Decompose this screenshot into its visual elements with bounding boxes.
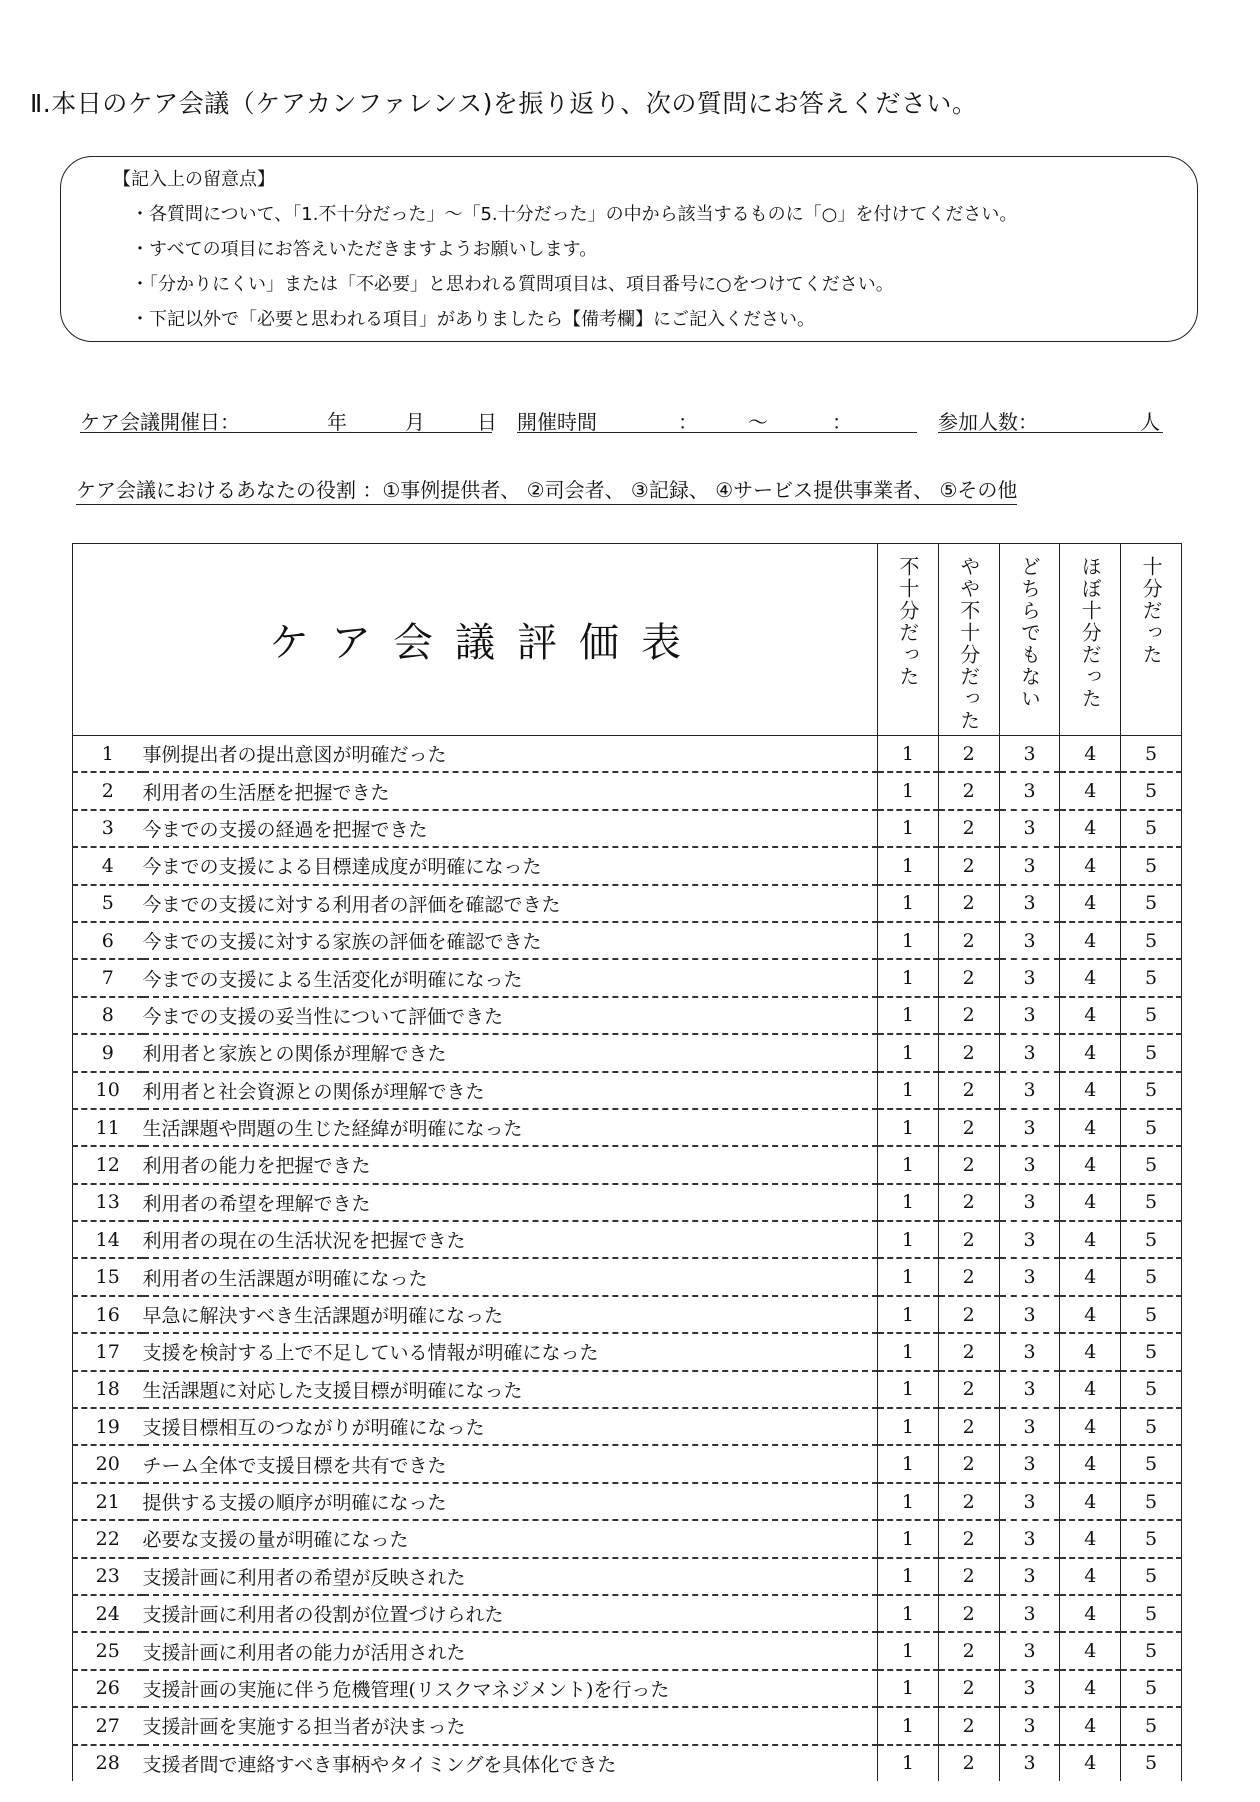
time-start-colon[interactable]: ： xyxy=(678,410,698,434)
item-number[interactable]: 8 xyxy=(73,997,143,1034)
scale-header-5: 十分だった xyxy=(1121,544,1182,736)
rating-option-4[interactable]: 4 xyxy=(1060,997,1121,1034)
table-row xyxy=(73,847,1182,884)
rating-option-5[interactable]: 5 xyxy=(1121,1520,1182,1557)
rating-option-4[interactable]: 4 xyxy=(1060,1333,1121,1370)
rating-option-2[interactable]: 2 xyxy=(938,1745,999,1781)
table-row xyxy=(73,810,1182,847)
rating-option-3[interactable]: 3 xyxy=(999,736,1060,773)
table-row xyxy=(73,1670,1182,1707)
rating-option-2[interactable]: 2 xyxy=(938,847,999,884)
rating-option-2[interactable]: 2 xyxy=(938,1558,999,1595)
item-number[interactable]: 2 xyxy=(73,772,143,809)
question-text: 利用者の希望を理解できた xyxy=(143,1184,878,1221)
section-heading: Ⅱ.本日のケア会議（ケアカンファレンス)を振り返り、次の質問にお答えください。 xyxy=(30,89,978,118)
month-label[interactable]: 月 xyxy=(405,410,425,434)
table-row xyxy=(73,1632,1182,1669)
question-text: 支援目標相互のつながりが明確になった xyxy=(143,1408,878,1445)
time-underline xyxy=(517,432,917,433)
rating-option-5[interactable]: 5 xyxy=(1121,1296,1182,1333)
rating-option-1[interactable]: 1 xyxy=(878,1483,939,1520)
rating-option-2[interactable]: 2 xyxy=(938,1408,999,1445)
item-number[interactable]: 12 xyxy=(73,1146,143,1183)
rating-option-4[interactable]: 4 xyxy=(1060,959,1121,996)
rating-option-1[interactable]: 1 xyxy=(878,1146,939,1183)
rating-option-3[interactable]: 3 xyxy=(999,1333,1060,1370)
rating-option-3[interactable]: 3 xyxy=(999,1296,1060,1333)
question-text: 利用者の能力を把握できた xyxy=(143,1146,878,1183)
table-row xyxy=(73,1445,1182,1482)
rating-option-3[interactable]: 3 xyxy=(999,772,1060,809)
rating-option-2[interactable]: 2 xyxy=(938,1670,999,1707)
notes-box xyxy=(60,156,1198,342)
participants-underline xyxy=(938,432,1163,433)
rating-option-2[interactable]: 2 xyxy=(938,1034,999,1071)
rating-option-2[interactable]: 2 xyxy=(938,1072,999,1109)
table-row xyxy=(73,885,1182,922)
rating-option-4[interactable]: 4 xyxy=(1060,1445,1121,1482)
rating-option-3[interactable]: 3 xyxy=(999,1520,1060,1557)
item-number[interactable]: 25 xyxy=(73,1632,143,1669)
note-item: ・各質問について、「1.不十分だった」～「5.十分だった」の中から該当するものに「○」を付けてください。 xyxy=(131,204,1018,225)
rating-option-4[interactable]: 4 xyxy=(1060,885,1121,922)
rating-option-3[interactable]: 3 xyxy=(999,810,1060,847)
note-item: ・「分かりにくい」または「不必要」と思われる質問項目は、項目番号に○をつけてください。 xyxy=(131,274,894,295)
rating-option-3[interactable]: 3 xyxy=(999,1558,1060,1595)
rating-option-2[interactable]: 2 xyxy=(938,1520,999,1557)
rating-option-4[interactable]: 4 xyxy=(1060,1520,1121,1557)
table-title-cell xyxy=(73,544,878,736)
rating-option-1[interactable]: 1 xyxy=(878,772,939,809)
item-number[interactable]: 7 xyxy=(73,959,143,996)
rating-option-1[interactable]: 1 xyxy=(878,1707,939,1744)
rating-option-5[interactable]: 5 xyxy=(1121,1483,1182,1520)
rating-option-5[interactable]: 5 xyxy=(1121,1072,1182,1109)
item-number[interactable]: 16 xyxy=(73,1296,143,1333)
rating-option-3[interactable]: 3 xyxy=(999,1745,1060,1781)
rating-option-2[interactable]: 2 xyxy=(938,1258,999,1295)
rating-option-2[interactable]: 2 xyxy=(938,1146,999,1183)
rating-option-2[interactable]: 2 xyxy=(938,997,999,1034)
rating-option-3[interactable]: 3 xyxy=(999,1221,1060,1258)
rating-option-5[interactable]: 5 xyxy=(1121,997,1182,1034)
rating-option-2[interactable]: 2 xyxy=(938,885,999,922)
item-number[interactable]: 3 xyxy=(73,810,143,847)
rating-option-2[interactable]: 2 xyxy=(938,736,999,773)
question-text: 今までの支援に対する家族の評価を確認できた xyxy=(143,922,878,959)
rating-option-4[interactable]: 4 xyxy=(1060,1595,1121,1632)
table-row xyxy=(73,1595,1182,1632)
rating-option-3[interactable]: 3 xyxy=(999,1408,1060,1445)
rating-option-5[interactable]: 5 xyxy=(1121,1707,1182,1744)
rating-option-1[interactable]: 1 xyxy=(878,736,939,773)
rating-option-5[interactable]: 5 xyxy=(1121,885,1182,922)
question-text: 利用者と社会資源との関係が理解できた xyxy=(143,1072,878,1109)
rating-option-5[interactable]: 5 xyxy=(1121,1371,1182,1408)
table-row xyxy=(73,1184,1182,1221)
rating-option-4[interactable]: 4 xyxy=(1060,772,1121,809)
rating-option-5[interactable]: 5 xyxy=(1121,1595,1182,1632)
rating-option-2[interactable]: 2 xyxy=(938,1109,999,1146)
rating-option-2[interactable]: 2 xyxy=(938,1221,999,1258)
rating-option-2[interactable]: 2 xyxy=(938,959,999,996)
item-number[interactable]: 20 xyxy=(73,1445,143,1482)
table-row xyxy=(73,1221,1182,1258)
rating-option-4[interactable]: 4 xyxy=(1060,1670,1121,1707)
table-row xyxy=(73,1483,1182,1520)
rating-option-5[interactable]: 5 xyxy=(1121,847,1182,884)
table-row xyxy=(73,772,1182,809)
rating-option-1[interactable]: 1 xyxy=(878,1221,939,1258)
rating-option-3[interactable]: 3 xyxy=(999,1483,1060,1520)
rating-option-4[interactable]: 4 xyxy=(1060,1632,1121,1669)
question-text: 今までの支援の経過を把握できた xyxy=(143,810,878,847)
table-row xyxy=(73,1745,1182,1781)
table-row xyxy=(73,922,1182,959)
date-underline xyxy=(80,432,492,433)
item-number[interactable]: 22 xyxy=(73,1520,143,1557)
rating-option-4[interactable]: 4 xyxy=(1060,1072,1121,1109)
evaluation-table xyxy=(72,543,1182,1781)
question-text: 事例提出者の提出意図が明確だった xyxy=(143,736,878,773)
rating-option-1[interactable]: 1 xyxy=(878,1445,939,1482)
rating-option-1[interactable]: 1 xyxy=(878,959,939,996)
rating-option-4[interactable]: 4 xyxy=(1060,1034,1121,1071)
rating-option-2[interactable]: 2 xyxy=(938,1445,999,1482)
item-number[interactable]: 11 xyxy=(73,1109,143,1146)
rating-option-4[interactable]: 4 xyxy=(1060,1745,1121,1781)
item-number[interactable]: 14 xyxy=(73,1221,143,1258)
notes-title: 【記入上の留意点】 xyxy=(113,169,275,190)
question-text: 生活課題や問題の生じた経緯が明確になった xyxy=(143,1109,878,1146)
rating-option-1[interactable]: 1 xyxy=(878,1558,939,1595)
table-row xyxy=(73,1333,1182,1370)
rating-option-5[interactable]: 5 xyxy=(1121,1184,1182,1221)
rating-option-1[interactable]: 1 xyxy=(878,1670,939,1707)
rating-option-4[interactable]: 4 xyxy=(1060,1558,1121,1595)
question-text: 利用者の生活歴を把握できた xyxy=(143,772,878,809)
rating-option-1[interactable]: 1 xyxy=(878,885,939,922)
rating-option-3[interactable]: 3 xyxy=(999,922,1060,959)
time-tilde: ～ xyxy=(748,410,768,434)
role-line xyxy=(76,474,1017,505)
rating-option-5[interactable]: 5 xyxy=(1121,1221,1182,1258)
rating-option-1[interactable]: 1 xyxy=(878,1745,939,1781)
question-text: 支援を検討する上で不足している情報が明確になった xyxy=(143,1333,878,1370)
rating-option-2[interactable]: 2 xyxy=(938,922,999,959)
table-row xyxy=(73,1034,1182,1071)
rating-option-5[interactable]: 5 xyxy=(1121,1109,1182,1146)
rating-option-1[interactable]: 1 xyxy=(878,1296,939,1333)
rating-option-1[interactable]: 1 xyxy=(878,1258,939,1295)
item-number[interactable]: 6 xyxy=(73,922,143,959)
rating-option-3[interactable]: 3 xyxy=(999,1707,1060,1744)
question-text: 生活課題に対応した支援目標が明確になった xyxy=(143,1371,878,1408)
rating-option-2[interactable]: 2 xyxy=(938,1483,999,1520)
question-text: 利用者の現在の生活状況を把握できた xyxy=(143,1221,878,1258)
question-text: 利用者と家族との関係が理解できた xyxy=(143,1034,878,1071)
question-text: 必要な支援の量が明確になった xyxy=(143,1520,878,1557)
rating-option-5[interactable]: 5 xyxy=(1121,1258,1182,1295)
table-title: ケア会議評価表 xyxy=(269,620,703,666)
rating-option-4[interactable]: 4 xyxy=(1060,736,1121,773)
question-text: 支援計画に利用者の希望が反映された xyxy=(143,1558,878,1595)
rating-option-5[interactable]: 5 xyxy=(1121,1408,1182,1445)
scale-header-3: どちらでもない xyxy=(999,544,1060,736)
table-row xyxy=(73,959,1182,996)
rating-option-4[interactable]: 4 xyxy=(1060,1408,1121,1445)
rating-option-1[interactable]: 1 xyxy=(878,1595,939,1632)
table-row xyxy=(73,1371,1182,1408)
item-number[interactable]: 13 xyxy=(73,1184,143,1221)
table-row xyxy=(73,1296,1182,1333)
day-label[interactable]: 日 xyxy=(477,410,497,434)
rating-option-4[interactable]: 4 xyxy=(1060,922,1121,959)
time-end-colon[interactable]: ： xyxy=(832,410,852,434)
table-row xyxy=(73,1558,1182,1595)
rating-option-2[interactable]: 2 xyxy=(938,1595,999,1632)
question-text: チーム全体で支援目標を共有できた xyxy=(143,1445,878,1482)
rating-option-2[interactable]: 2 xyxy=(938,1184,999,1221)
rating-option-3[interactable]: 3 xyxy=(999,959,1060,996)
rating-option-5[interactable]: 5 xyxy=(1121,1670,1182,1707)
item-number[interactable]: 26 xyxy=(73,1670,143,1707)
rating-option-2[interactable]: 2 xyxy=(938,772,999,809)
question-text: 今までの支援の妥当性について評価できた xyxy=(143,997,878,1034)
item-number[interactable]: 4 xyxy=(73,847,143,884)
year-label[interactable]: 年 xyxy=(327,410,347,434)
item-number[interactable]: 15 xyxy=(73,1258,143,1295)
question-text: 早急に解決すべき生活課題が明確になった xyxy=(143,1296,878,1333)
rating-option-2[interactable]: 2 xyxy=(938,1296,999,1333)
rating-option-2[interactable]: 2 xyxy=(938,810,999,847)
rating-option-3[interactable]: 3 xyxy=(999,1595,1060,1632)
question-text: 支援計画を実施する担当者が決まった xyxy=(143,1707,878,1744)
item-number[interactable]: 21 xyxy=(73,1483,143,1520)
rating-option-1[interactable]: 1 xyxy=(878,997,939,1034)
rating-option-5[interactable]: 5 xyxy=(1121,959,1182,996)
rating-option-3[interactable]: 3 xyxy=(999,997,1060,1034)
rating-option-3[interactable]: 3 xyxy=(999,1109,1060,1146)
rating-option-1[interactable]: 1 xyxy=(878,1408,939,1445)
item-number[interactable]: 9 xyxy=(73,1034,143,1071)
table-row xyxy=(73,1109,1182,1146)
question-text: 支援計画に利用者の能力が活用された xyxy=(143,1632,878,1669)
role-text[interactable]: ケア会議におけるあなたの役割 ：①事例提供者、 ②司会者、 ③記録、 ④サービス提供事業者、 ⑤その他 xyxy=(76,478,1018,502)
rating-option-3[interactable]: 3 xyxy=(999,885,1060,922)
rating-option-3[interactable]: 3 xyxy=(999,1184,1060,1221)
question-text: 提供する支援の順序が明確になった xyxy=(143,1483,878,1520)
rating-option-5[interactable]: 5 xyxy=(1121,1745,1182,1781)
rating-option-5[interactable]: 5 xyxy=(1121,1632,1182,1669)
rating-option-5[interactable]: 5 xyxy=(1121,1333,1182,1370)
rating-option-5[interactable]: 5 xyxy=(1121,922,1182,959)
rating-option-3[interactable]: 3 xyxy=(999,847,1060,884)
evaluation-rows xyxy=(73,736,1182,1781)
notes-list xyxy=(131,197,1017,337)
table-row xyxy=(73,1258,1182,1295)
rating-option-5[interactable]: 5 xyxy=(1121,736,1182,773)
rating-option-4[interactable]: 4 xyxy=(1060,1707,1121,1744)
date-label: ケア会議開催日： xyxy=(80,410,240,434)
table-row xyxy=(73,1520,1182,1557)
rating-option-5[interactable]: 5 xyxy=(1121,1034,1182,1071)
rating-option-1[interactable]: 1 xyxy=(878,810,939,847)
rating-option-1[interactable]: 1 xyxy=(878,1520,939,1557)
item-number[interactable]: 5 xyxy=(73,885,143,922)
item-number[interactable]: 24 xyxy=(73,1595,143,1632)
rating-option-2[interactable]: 2 xyxy=(938,1632,999,1669)
table-row xyxy=(73,736,1182,773)
rating-option-2[interactable]: 2 xyxy=(938,1371,999,1408)
rating-option-4[interactable]: 4 xyxy=(1060,1221,1121,1258)
question-text: 今までの支援に対する利用者の評価を確認できた xyxy=(143,885,878,922)
rating-option-3[interactable]: 3 xyxy=(999,1258,1060,1295)
item-number[interactable]: 23 xyxy=(73,1558,143,1595)
table-row xyxy=(73,1072,1182,1109)
question-text: 支援計画の実施に伴う危機管理(リスクマネジメント)を行った xyxy=(143,1670,878,1707)
rating-option-1[interactable]: 1 xyxy=(878,1184,939,1221)
participants-label: 参加人数： xyxy=(938,410,1038,434)
rating-option-1[interactable]: 1 xyxy=(878,922,939,959)
rating-option-5[interactable]: 5 xyxy=(1121,1558,1182,1595)
rating-option-4[interactable]: 4 xyxy=(1060,810,1121,847)
item-number[interactable]: 19 xyxy=(73,1408,143,1445)
scale-header-1: 不十分だった xyxy=(878,544,939,736)
question-text: 利用者の生活課題が明確になった xyxy=(143,1258,878,1295)
scale-header-4: ほぼ十分だった xyxy=(1060,544,1121,736)
rating-option-1[interactable]: 1 xyxy=(878,1333,939,1370)
rating-option-1[interactable]: 1 xyxy=(878,1034,939,1071)
rating-option-1[interactable]: 1 xyxy=(878,1072,939,1109)
rating-option-4[interactable]: 4 xyxy=(1060,1109,1121,1146)
rating-option-1[interactable]: 1 xyxy=(878,1632,939,1669)
rating-option-4[interactable]: 4 xyxy=(1060,1184,1121,1221)
item-number[interactable]: 27 xyxy=(73,1707,143,1744)
rating-option-5[interactable]: 5 xyxy=(1121,1445,1182,1482)
rating-option-3[interactable]: 3 xyxy=(999,1632,1060,1669)
item-number[interactable]: 10 xyxy=(73,1072,143,1109)
item-number[interactable]: 18 xyxy=(73,1371,143,1408)
participants-unit[interactable]: 人 xyxy=(1140,410,1160,434)
question-text: 支援者間で連絡すべき事柄やタイミングを具体化できた xyxy=(143,1745,878,1781)
table-row xyxy=(73,997,1182,1034)
rating-option-3[interactable]: 3 xyxy=(999,1670,1060,1707)
rating-option-4[interactable]: 4 xyxy=(1060,1371,1121,1408)
note-item: ・すべての項目にお答えいただきますようお願いします。 xyxy=(131,239,598,260)
rating-option-4[interactable]: 4 xyxy=(1060,1483,1121,1520)
scale-header-2: やや不十分だった xyxy=(938,544,999,736)
rating-option-5[interactable]: 5 xyxy=(1121,810,1182,847)
rating-option-3[interactable]: 3 xyxy=(999,1146,1060,1183)
item-number[interactable]: 1 xyxy=(73,736,143,773)
rating-option-2[interactable]: 2 xyxy=(938,1333,999,1370)
rating-option-4[interactable]: 4 xyxy=(1060,1258,1121,1295)
question-text: 今までの支援による目標達成度が明確になった xyxy=(143,847,878,884)
question-text: 今までの支援による生活変化が明確になった xyxy=(143,959,878,996)
rating-option-3[interactable]: 3 xyxy=(999,1034,1060,1071)
table-row xyxy=(73,1146,1182,1183)
note-item: ・下記以外で「必要と思われる項目」がありましたら【備考欄】にご記入ください。 xyxy=(131,309,815,330)
rating-option-1[interactable]: 1 xyxy=(878,1109,939,1146)
time-label: 開催時間 xyxy=(517,410,597,434)
rating-option-4[interactable]: 4 xyxy=(1060,847,1121,884)
table-row xyxy=(73,1707,1182,1744)
rating-option-1[interactable]: 1 xyxy=(878,847,939,884)
rating-option-5[interactable]: 5 xyxy=(1121,1146,1182,1183)
rating-option-1[interactable]: 1 xyxy=(878,1371,939,1408)
rating-option-5[interactable]: 5 xyxy=(1121,772,1182,809)
question-text: 支援計画に利用者の役割が位置づけられた xyxy=(143,1595,878,1632)
rating-option-4[interactable]: 4 xyxy=(1060,1146,1121,1183)
item-number[interactable]: 17 xyxy=(73,1333,143,1370)
table-row xyxy=(73,1408,1182,1445)
rating-option-2[interactable]: 2 xyxy=(938,1707,999,1744)
rating-option-3[interactable]: 3 xyxy=(999,1072,1060,1109)
rating-option-4[interactable]: 4 xyxy=(1060,1296,1121,1333)
item-number[interactable]: 28 xyxy=(73,1745,143,1781)
rating-option-3[interactable]: 3 xyxy=(999,1445,1060,1482)
rating-option-3[interactable]: 3 xyxy=(999,1371,1060,1408)
